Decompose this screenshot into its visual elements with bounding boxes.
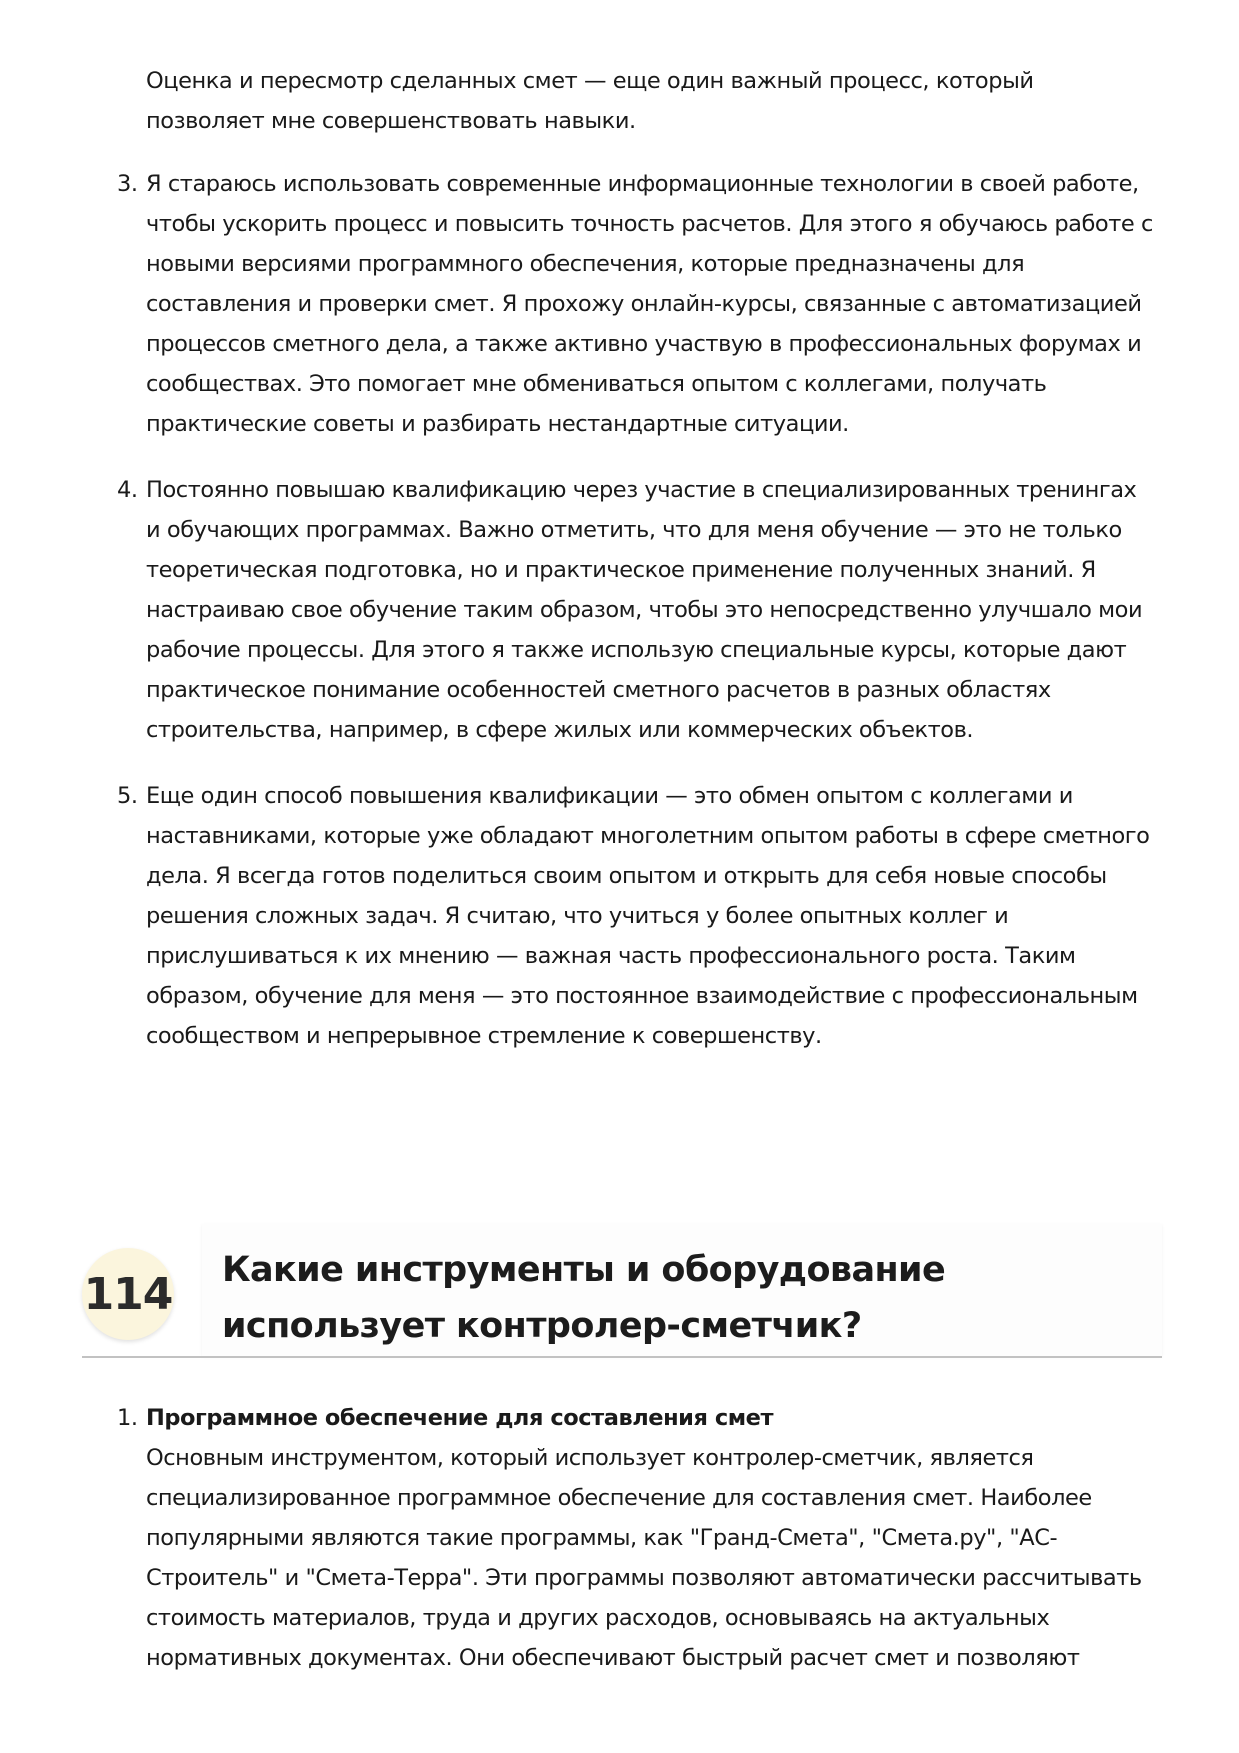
list-item-text: Еще один способ повышения квалификации — это обмен опытом с коллегами и наставниками, которые уже обладают многолетним опытом работы в сфере сметного дела. Я всегда готов поделиться своим опытом и открыть для себя новые способы решения сложных задач. Я считаю, что учиться у более опытных коллег и прислушиваться к их мнению — важная часть профессионального роста. Таким образом, обучение для меня — это постоянное взаимодействие с профессиональным сообществом и непрерывное стремление к совершенству. — [146, 783, 1150, 1049]
section-header — [82, 1224, 1162, 1358]
list-item-text: Я стараюсь использовать современные информационные технологии в своей работе, чтобы ускорить процесс и повысить точность расчетов. Для этого я обучаюсь работе с новыми версиями программного обеспечения, которые предназначены для составления и проверки смет. Я прохожу онлайн-курсы, связанные с автоматизацией процессов сметного дела, а также активно участвую в профессиональных форумах и сообществах. Это помогает мне обмениваться опытом с коллегами, получать практические советы и разбирать нестандартные ситуации. — [146, 171, 1153, 437]
list-item — [117, 470, 1156, 750]
section-divider — [82, 1356, 1162, 1358]
list-item-title: Программное обеспечение для составления смет — [146, 1405, 774, 1431]
list-item-text: Постоянно повышаю квалификацию через участие в специализированных тренингах и обучающих программах. Важно отметить, что для меня обучение — это не только теоретическая подготовка, но и практическое применение полученных знаний. Я настраиваю свое обучение таким образом, чтобы это непосредственно улучшало мои рабочие процессы. Для этого я также использую специальные курсы, которые дают практическое понимание особенностей сметного расчетов в разных областях строительства, например, в сфере жилых или коммерческих объектов. — [146, 477, 1143, 743]
list-item-number: 1. — [117, 1405, 138, 1431]
list-item-number: 3. — [117, 171, 138, 197]
list-item — [117, 164, 1156, 444]
list-item-number: 5. — [117, 783, 138, 809]
intro-paragraph: Оценка и пересмотр сделанных смет — еще один важный процесс, который позволяет мне совершенствовать навыки. — [146, 68, 1034, 134]
section-title: Какие инструменты и оборудование использует контролер-сметчик? — [222, 1250, 946, 1346]
list-item-text: Основным инструментом, который использует контролер-сметчик, является специализированное программное обеспечение для составления смет. Наиболее популярными являются такие программы, как "Гранд-Смета", "Смета.ру", "АС-Строитель" и "Смета-Терра". Эти программы позволяют автоматически рассчитывать стоимость материалов, труда и других расходов, основываясь на актуальных нормативных документах. Они обеспечивают быстрый расчет смет и позволяют — [146, 1445, 1142, 1671]
section-list-item — [117, 1398, 1156, 1678]
section-number-badge: 114 — [82, 1248, 174, 1340]
list-item-number: 4. — [117, 477, 138, 503]
list-item — [117, 776, 1156, 1056]
